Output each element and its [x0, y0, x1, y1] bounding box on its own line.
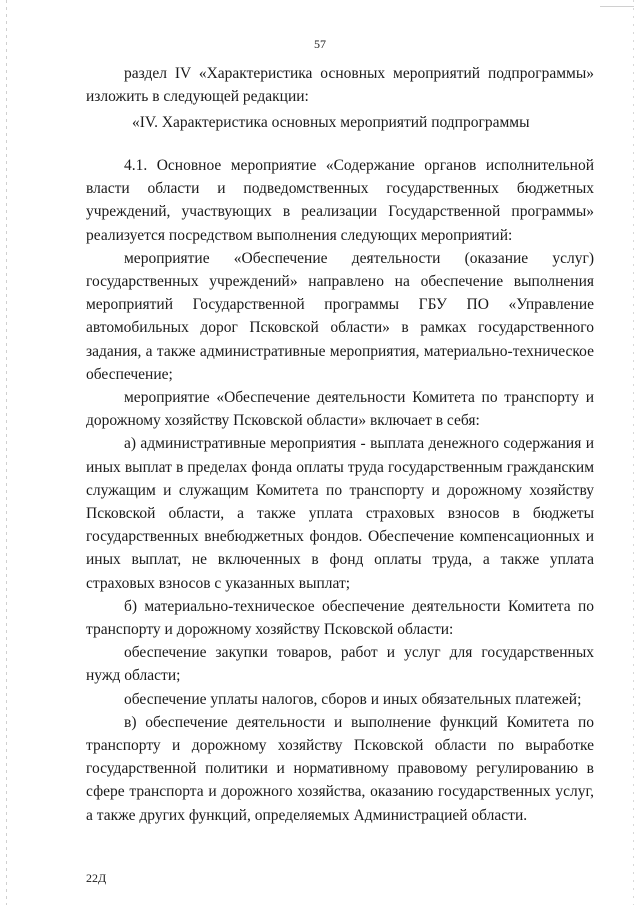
scan-edge-top — [600, 6, 634, 7]
paragraph-item-v: в) обеспечение деятельности и выполнение функций Комитета по транспорту и дорожному хозяйству Псковской области по выработке государственной политики и нормативному правовому регулированию в сфере транспорта и дорожного хозяйства, оказанию государственных услуг, а также других функций, определяемых Администрацией области. — [86, 713, 594, 824]
paragraph-taxes: обеспечение уплаты налогов, сборов и иных обязательных платежей; — [124, 690, 582, 708]
paragraph-item-a: а) административные мероприятия - выплата денежного содержания и иных выплат в пределах фонда оплаты труда государственным гражданским служащим и служащим Комитета по транспорту и дорожному хозяйству Псковской области, а также уплата страховых взносов в бюджеты государственных внебюджетных фондов. Обеспечение компенсационных и иных выплат, не включенных в фонд оплаты труда, а также уплата страховых взносов с указанных выплат; — [86, 435, 594, 592]
paragraph-measure-institutions: мероприятие «Обеспечение деятельности (оказание услуг) государственных учреждений» направлено на обеспечение выполнения мероприятий Государственной программы ГБУ ПО «Управление автомобильных дорог Псковской области» в рамках государственного задания, а также административные мероприятия, материально-техническое обеспечение; — [86, 249, 594, 383]
intro-paragraph: раздел IV «Характеристика основных мероприятий подпрограммы» изложить в следующей редакции: — [86, 65, 594, 106]
paragraph-item-b: б) материально-техническое обеспечение деятельности Комитета по транспорту и дорожному хозяйству Псковской области: — [86, 597, 594, 639]
scan-edge-right — [633, 0, 634, 905]
paragraph-4-1: 4.1. Основное мероприятие «Содержание органов исполнительной власти области и подведомственных государственных бюджетных учреждений, участвующих в реализации Государственной программы» реализуется посредством выполнения следующих мероприятий: — [86, 157, 594, 244]
page-number: 57 — [314, 37, 326, 51]
scan-edge-left — [6, 0, 7, 905]
paragraph-procurement: обеспечение закупки товаров, работ и услуг для государственных нужд области; — [86, 644, 594, 685]
body-text — [86, 154, 594, 827]
section-heading-block — [86, 111, 594, 134]
intro-block — [86, 62, 594, 108]
section-title: «IV. Характеристика основных мероприятий подпрограммы — [132, 114, 530, 131]
footer-code: 22Д — [86, 871, 107, 885]
paragraph-measure-committee: мероприятие «Обеспечение деятельности Комитета по транспорту и дорожному хозяйству Псковской области» включает в себя: — [86, 389, 594, 430]
